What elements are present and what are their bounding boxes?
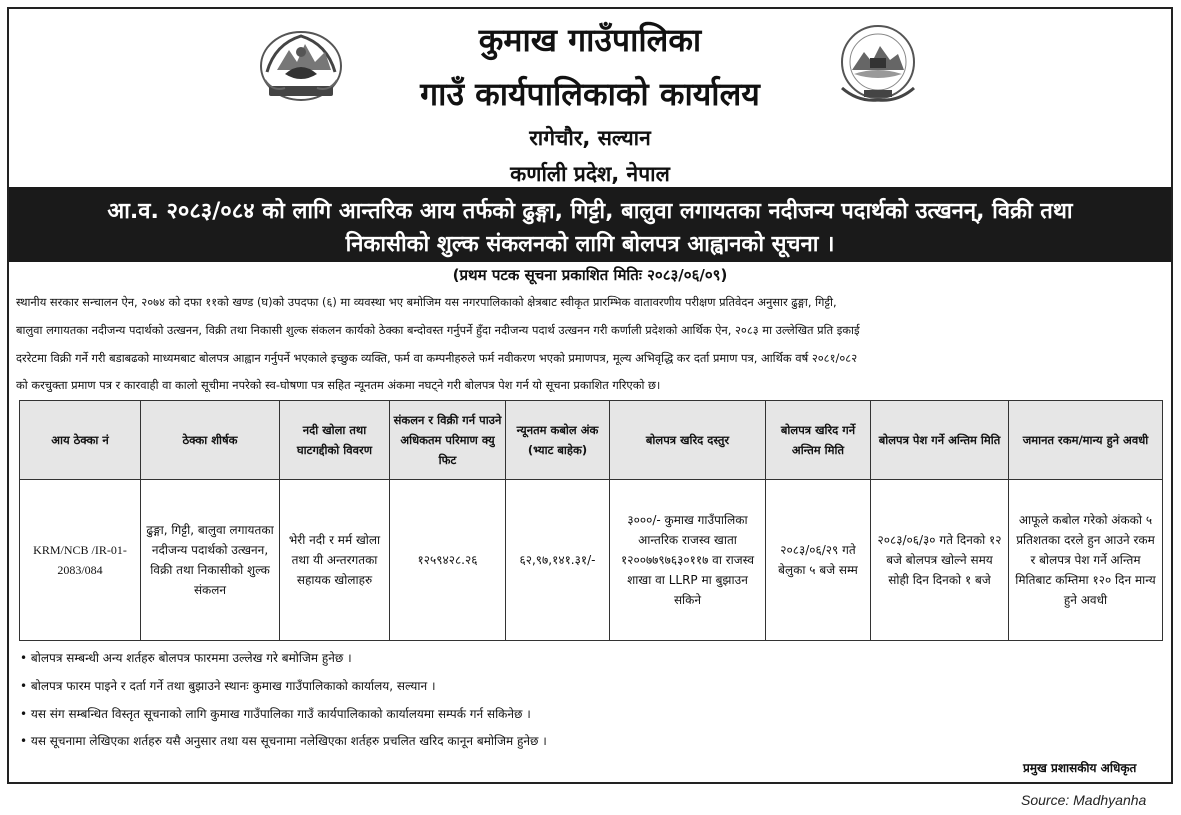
col-header-max-quantity: संकलन र विक्री गर्न पाउने अधिकतम परिमाण क्यु फिट <box>390 401 506 480</box>
condition-bullet <box>20 649 1120 666</box>
col-header-guarantee: जमानत रकम/मान्य हुने अवधी <box>1009 401 1163 480</box>
notice-title-line-2: निकासीको शुल्क संकलनको लागि बोलपत्र आह्वानको सूचना । <box>345 232 835 257</box>
province-country: कर्णाली प्रदेश, नेपाल <box>510 162 670 186</box>
condition-bullet <box>20 705 1120 722</box>
condition-text: बोलपत्र फारम पाइने र दर्ता गर्ने तथा बुझाउने स्थानः कुमाख गाउँपालिकाको कार्यालय, सल्यान । <box>30 679 436 693</box>
condition-bullet <box>20 677 1120 694</box>
cell-guarantee: आफूले कबोल गरेको अंकको ५ प्रतिशतका दरले हुन आउने रकम र बोलपत्र पेश गर्ने अन्तिम मितिबाट कम्तिमा १२० दिन मान्य हुने अवधी <box>1009 480 1163 641</box>
condition-text: यस सूचनामा लेखिएका शर्तहरु यसै अनुसार तथा यस सूचनामा नलेखिएका शर्तहरु प्रचलित खरिद कानून बमोजिम हुनेछ । <box>30 734 547 748</box>
cell-submit-deadline: २०८३/०६/३० गते दिनको १२ बजे बोलपत्र खोल्ने समय सोही दिन दिनको १ बजे <box>871 480 1009 641</box>
municipality-name: कुमाख गाउँपालिका <box>478 21 702 59</box>
col-header-river-details: नदी खोला तथा घाटगद्दीको विवरण <box>280 401 390 480</box>
signature-title: प्रमुख प्रशासकीय अधिकृत <box>1023 761 1137 775</box>
col-header-bid-fee: बोलपत्र खरिद दस्तुर <box>610 401 766 480</box>
cell-river-details: भेरी नदी र मर्म खोला तथा यी अन्तरगतका सहायक खोलाहरु <box>280 480 390 641</box>
col-header-contract-title: ठेक्का शीर्षक <box>141 401 280 480</box>
cell-max-quantity: १२५९४२८.२६ <box>390 480 506 641</box>
col-header-min-bid: न्यूनतम कबोल अंक (भ्याट बाहेक) <box>506 401 610 480</box>
cell-min-bid: ६२,९७,१४१.३१/- <box>506 480 610 641</box>
body-paragraph-line: बालुवा लगायतका नदीजन्य पदार्थको उत्खनन, विक्री तथा निकासी शुल्क संकलन कार्यको ठेक्का बन्दोवस्त गर्नुपर्ने हुँदा नदीजन्य पदार्थ उत्खनन गरी कर्णाली प्रदेशको आर्थिक ऐन, २०८३ मा उल्लेखित प्रति इकाई <box>16 323 860 337</box>
notice-title-line-1: आ.व. २०८३/०८४ को लागि आन्तरिक आय तर्फको ढुङ्गा, गिट्टी, बालुवा लगायतका नदीजन्य पदार्थको उत्खनन्, विक्री तथा <box>107 199 1073 224</box>
body-paragraph-line: स्थानीय सरकार सन्चालन ऐन, २०७४ को दफा ११को खण्ड (घ)को उपदफा (६) मा व्यवस्था भए बमोजिम यस नगरपालिकाको क्षेत्रबाट स्वीकृत प्रारम्भिक वातावरणीय परीक्षण प्रतिवेदन अनुसार ढुङ्गा, गिट्टी, <box>16 295 837 309</box>
cell-bid-fee: ३०००/- कुमाख गाउँपालिका आन्तरिक राजस्व खाता १२००७७९७६३०११७ वा राजस्व शाखा वा LLRP मा बुझाउन सकिने <box>610 480 766 641</box>
table-row <box>20 480 1163 641</box>
cell-contract-no: KRM/NCB /IR-01-2083/084 <box>20 480 141 641</box>
col-header-purchase-deadline: बोलपत्र खरिद गर्ने अन्तिम मिति <box>766 401 871 480</box>
bullet-icon: • <box>20 734 28 748</box>
body-paragraph-line: को करचुक्ता प्रमाण पत्र र कारवाही वा कालो सूचीमा नपरेको स्व-घोषणा पत्र सहित न्यूनतम अंकमा नघट्ने गरी बोलपत्र पेश गर्न यो सूचना प्रकाशित गरिएको छ। <box>16 378 661 392</box>
condition-text: बोलपत्र सम्बन्धी अन्य शर्तहरु बोलपत्र फारममा उल्लेख गरे बमोजिम हुनेछ । <box>30 651 352 665</box>
condition-bullet <box>20 732 1120 749</box>
cell-contract-title: ढुङ्गा, गिट्टी, बालुवा लगायतका नदीजन्य पदार्थको उत्खनन, विक्री तथा निकासीको शुल्क संकलन <box>141 480 280 641</box>
col-header-contract-no: आय ठेक्का नं <box>20 401 141 480</box>
office-location: रागेचौर, सल्यान <box>529 126 651 150</box>
body-paragraph-line: दररेटमा विक्री गर्ने गरी बडाबढको माध्यमबाट बोलपत्र आह्वान गर्नुपर्ने भएकाले इच्छुक व्यक्ति, फर्म वा कम्पनीहरुले फर्म नवीकरण भएको प्रमाणपत्र, मूल्य अभिवृद्धि कर दर्ता प्रमाण पत्र, आर्थिक वर्ष २०८१/०८२ <box>16 351 858 365</box>
col-header-submit-deadline: बोलपत्र पेश गर्ने अन्तिम मिति <box>871 401 1009 480</box>
bullet-icon: • <box>20 679 28 693</box>
publication-date-note: (प्रथम पटक सूचना प्रकाशित मितिः २०८३/०६/०९) <box>452 266 728 284</box>
bullet-icon: • <box>20 707 28 721</box>
office-name: गाउँ कार्यपालिकाको कार्यालय <box>420 75 760 113</box>
cell-purchase-deadline: २०८३/०६/२९ गते बेलुका ५ बजे सम्म <box>766 480 871 641</box>
notice-title-banner <box>9 187 1171 262</box>
table-header-row <box>20 401 1163 480</box>
bullet-icon: • <box>20 651 28 665</box>
tender-table <box>19 400 1163 641</box>
condition-text: यस संग सम्बन्धित विस्तृत सूचनाको लागि कुमाख गाउँपालिका गाउँ कार्यपालिकाको कार्यालयमा सम्पर्क गर्न सकिनेछ । <box>30 707 531 721</box>
source-credit: Source: Madhyanha <box>1021 792 1147 808</box>
